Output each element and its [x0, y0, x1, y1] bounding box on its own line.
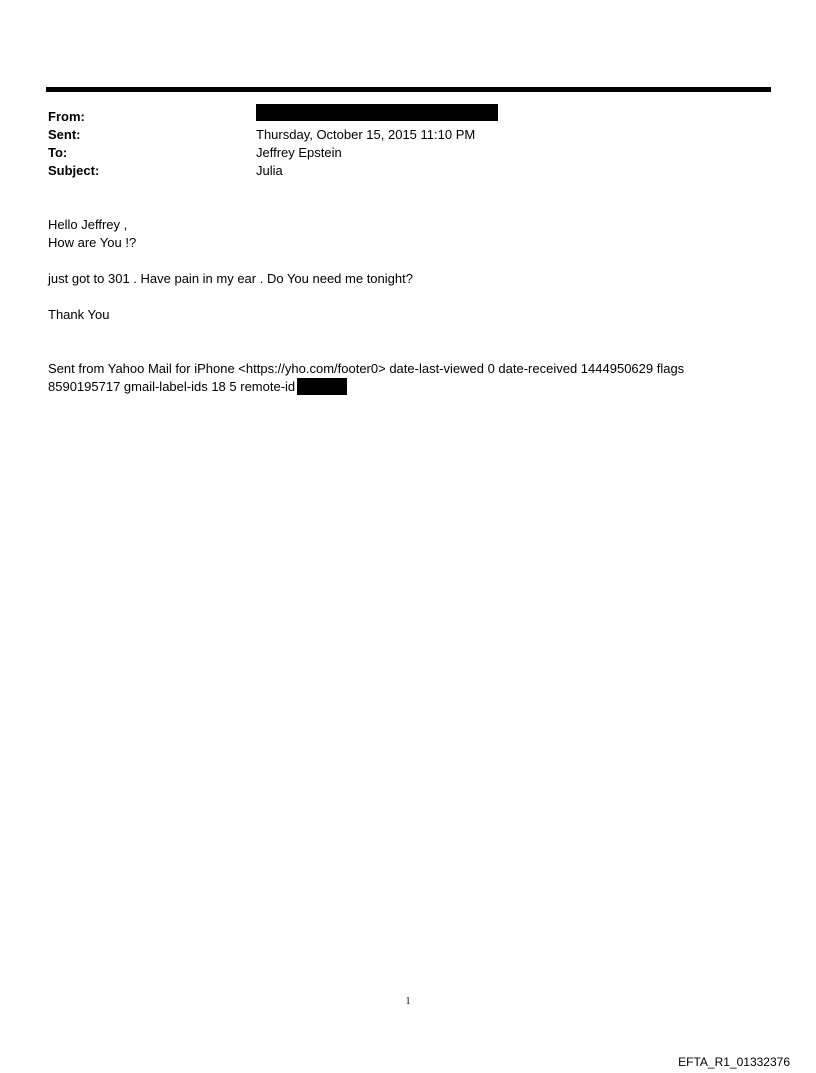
- greeting-line: Hello Jeffrey ,: [48, 217, 128, 232]
- redaction-block: [256, 104, 498, 121]
- paragraph-spacer: [48, 288, 768, 306]
- document-id: EFTA_R1_01332376: [678, 1055, 790, 1069]
- message-line: just got to 301 . Have pain in my ear . Do You need me tonight?: [48, 271, 413, 286]
- from-label: From:: [48, 109, 85, 124]
- page-number: 1: [405, 996, 411, 1007]
- mail-footer-line-2: [48, 378, 768, 396]
- from-value: [256, 108, 498, 126]
- from-row: [48, 108, 748, 126]
- to-row: [48, 144, 748, 162]
- sent-row: [48, 126, 748, 144]
- subject-label: Subject:: [48, 163, 100, 178]
- subject-value: Julia: [256, 163, 283, 178]
- paragraph-spacer: [48, 342, 768, 360]
- mail-footer-text: 8590195717 gmail-label-ids 18 5 remote-id: [48, 379, 296, 394]
- paragraph-spacer: [48, 324, 768, 342]
- sent-value: Thursday, October 15, 2015 11:10 PM: [256, 127, 476, 142]
- sent-label: Sent:: [48, 127, 81, 142]
- mail-footer-line-1: Sent from Yahoo Mail for iPhone <https://yho.com/footer0> date-last-viewed 0 date-received 1444950629 flags: [48, 361, 685, 376]
- redaction-block: [297, 378, 347, 395]
- paragraph-spacer: [48, 252, 768, 270]
- closing-line: Thank You: [48, 307, 110, 322]
- question-line: How are You !?: [48, 235, 137, 250]
- header-divider: [46, 87, 771, 92]
- to-value: Jeffrey Epstein: [256, 145, 342, 160]
- to-label: To:: [48, 145, 68, 160]
- email-body: [48, 216, 768, 396]
- email-header: [48, 108, 748, 180]
- subject-row: [48, 162, 748, 180]
